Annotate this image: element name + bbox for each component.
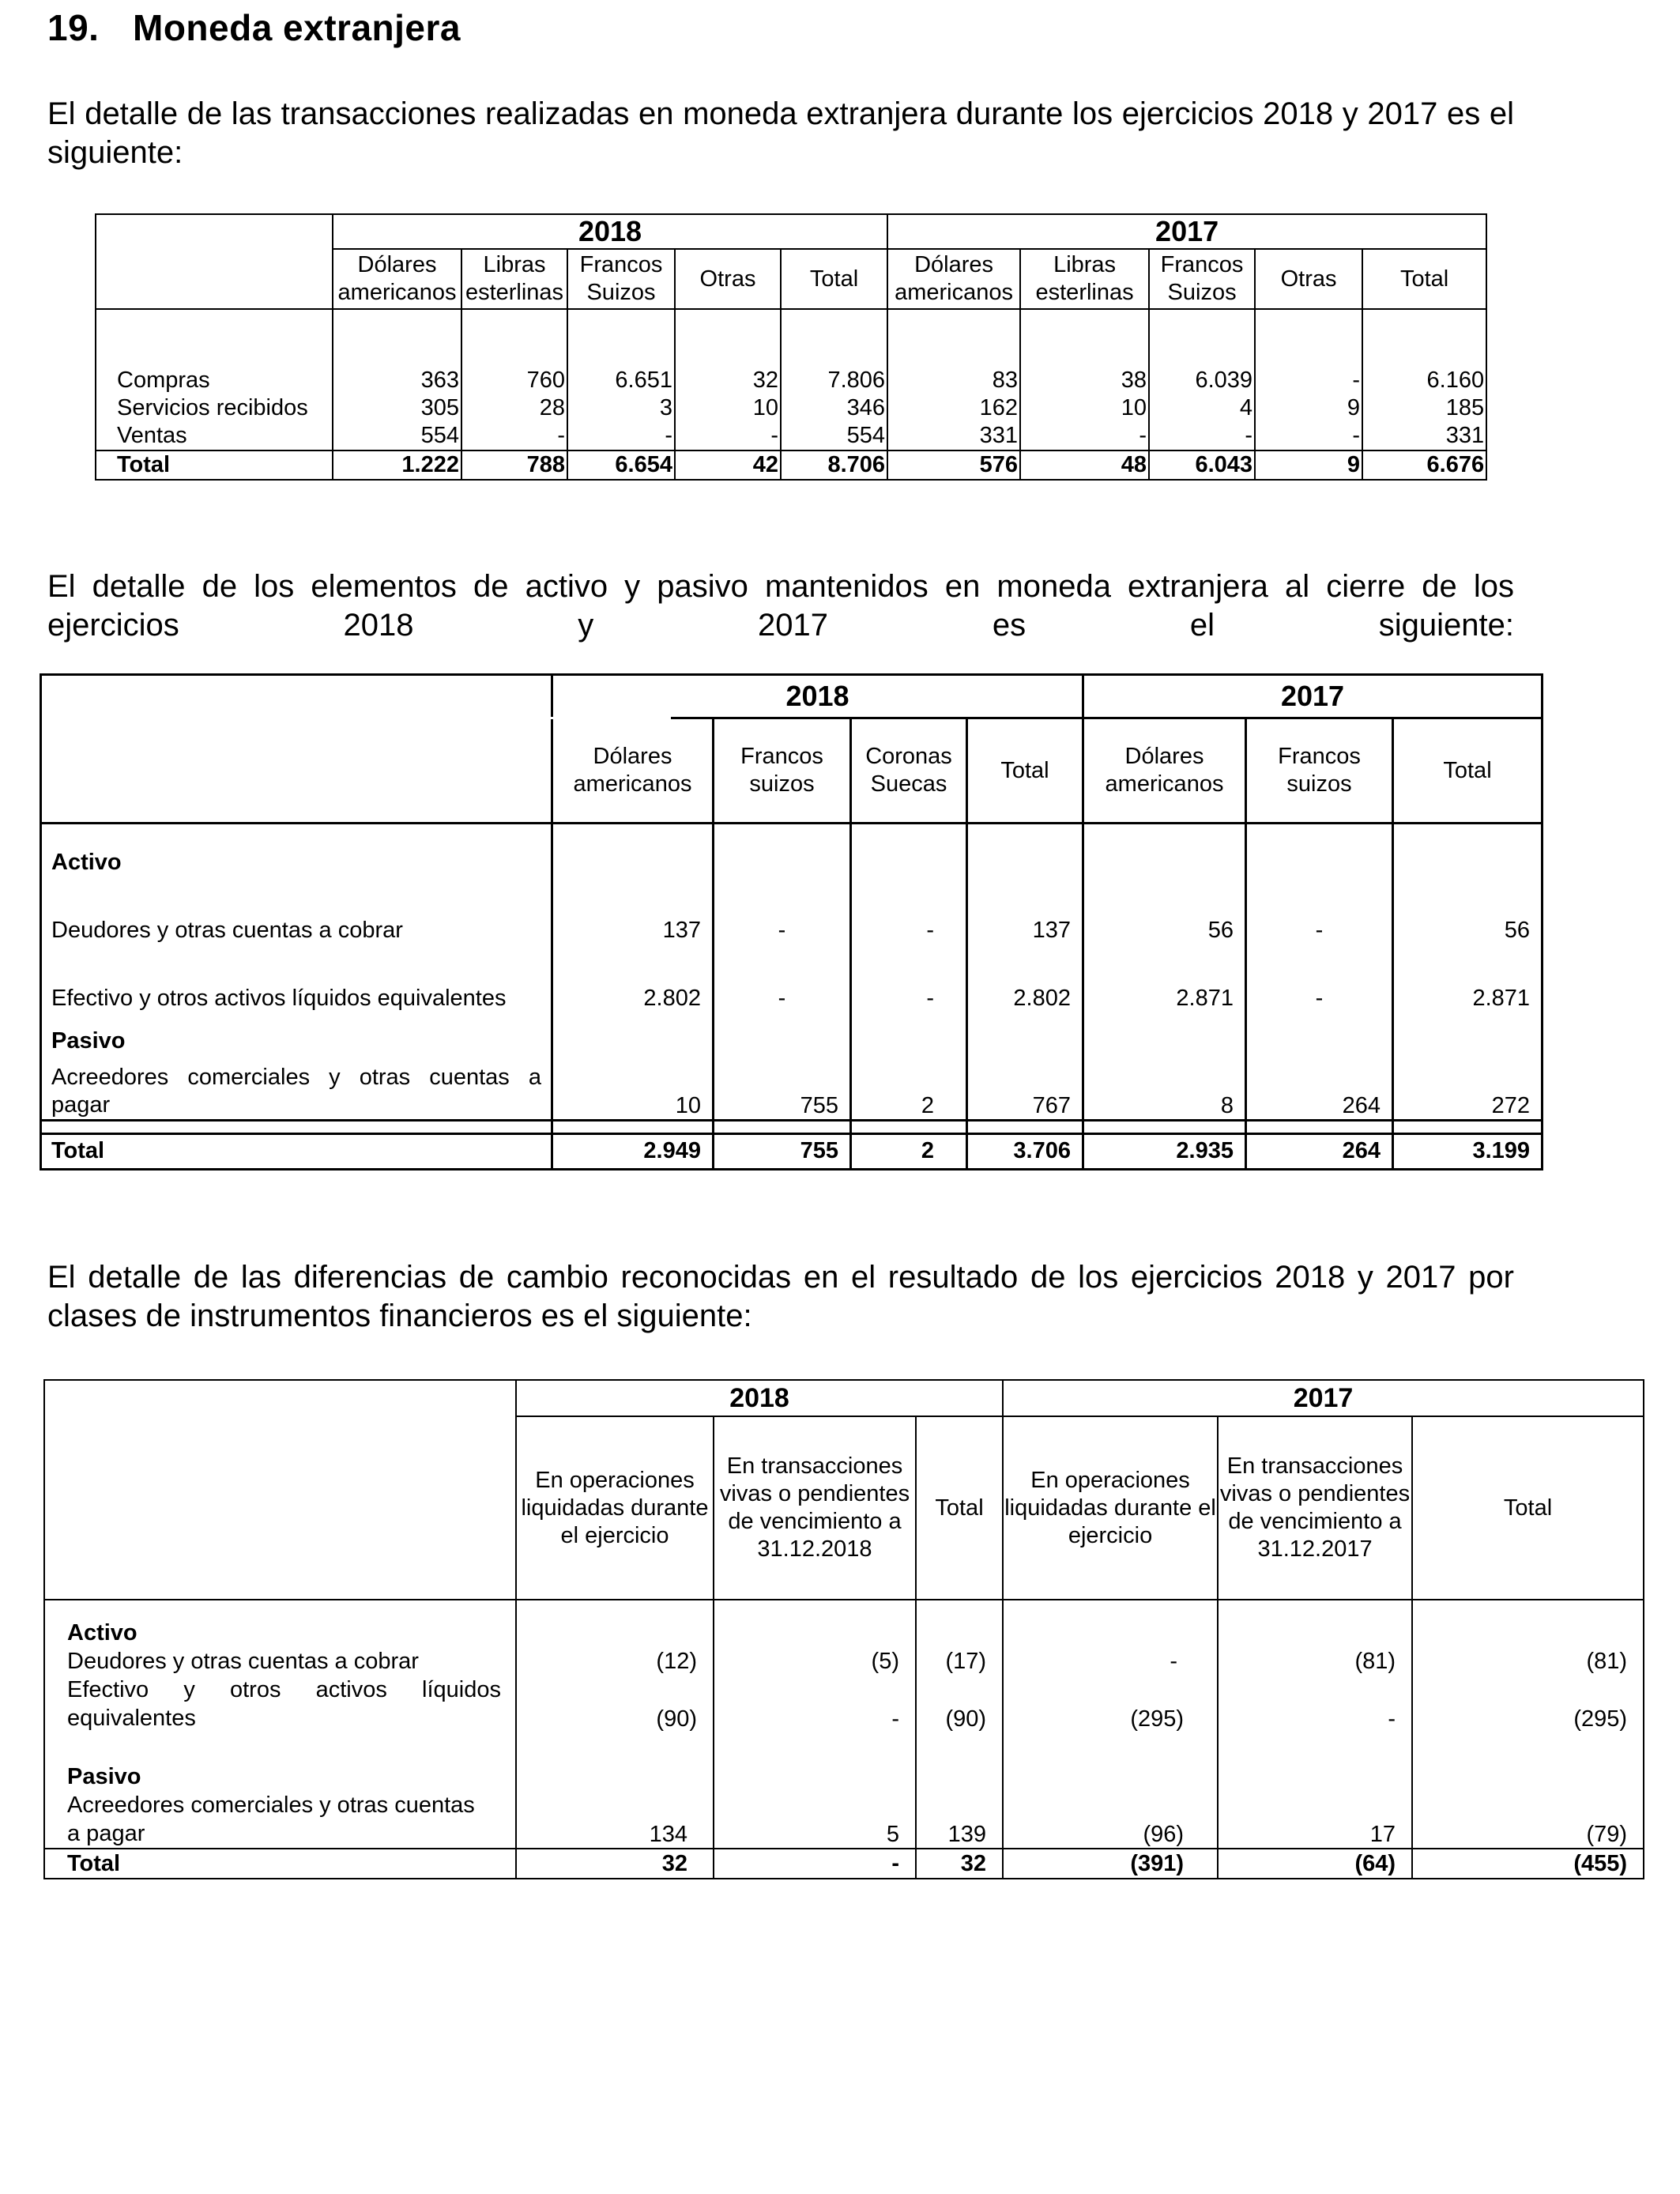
- cell: (81): [1412, 1647, 1644, 1676]
- col-header: Dólares americanos: [333, 249, 461, 309]
- section-title: [47, 6, 461, 49]
- cell: 3: [567, 394, 675, 422]
- cell: 2.871: [1393, 948, 1543, 1016]
- cell: 3.199: [1393, 1133, 1543, 1169]
- cell: -: [714, 948, 851, 1016]
- cell: 788: [461, 450, 567, 480]
- cell: -: [851, 880, 967, 948]
- cell: 32: [916, 1849, 1003, 1879]
- col-header: Dólares americanos: [887, 249, 1020, 309]
- cell: (455): [1412, 1849, 1644, 1879]
- cell: 264: [1246, 1133, 1393, 1169]
- cell: -: [1218, 1676, 1412, 1732]
- cell: 10: [675, 394, 781, 422]
- col-header: En transacciones vivas o pendientes de vencimiento a 31.12.2017: [1218, 1416, 1412, 1600]
- table-row: [96, 422, 1486, 450]
- cell: -: [1255, 422, 1362, 450]
- cell: 363: [333, 367, 461, 394]
- section-label-pasivo: Pasivo: [41, 1016, 552, 1056]
- cell: (96): [1003, 1791, 1218, 1849]
- header-blank: [44, 1380, 516, 1600]
- total-label: Total: [96, 450, 333, 480]
- cell: 2: [851, 1056, 967, 1121]
- cell: 554: [781, 422, 887, 450]
- cell: 2.935: [1083, 1133, 1246, 1169]
- row-label: [41, 1056, 552, 1121]
- cell: (90): [916, 1676, 1003, 1732]
- row-label: Deudores y otras cuentas a cobrar: [44, 1647, 516, 1676]
- cell: 139: [916, 1791, 1003, 1849]
- col-header: En transacciones vivas o pendientes de vencimiento a 31.12.2018: [714, 1416, 916, 1600]
- cell: 6.043: [1149, 450, 1255, 480]
- cell: 554: [333, 422, 461, 450]
- cell: -: [714, 880, 851, 948]
- col-header: Total: [916, 1416, 1003, 1600]
- cell: (81): [1218, 1647, 1412, 1676]
- col-header: Dólares americanos: [552, 718, 714, 824]
- section-number: 19.: [47, 7, 100, 48]
- col-header: Otras: [675, 249, 781, 309]
- cell: 8.706: [781, 450, 887, 480]
- paragraph-transactions: El detalle de las transacciones realizadas en moneda extranjera durante los ejercicios 2018 y 2017 es el siguiente:: [47, 96, 1514, 170]
- col-header: Otras: [1255, 249, 1362, 309]
- row-label-line: Acreedores comerciales y otras cuentas: [67, 1793, 475, 1818]
- cell: -: [851, 948, 967, 1016]
- cell: 10: [1020, 394, 1149, 422]
- cell: (391): [1003, 1849, 1218, 1879]
- year-header-2018: 2018: [516, 1380, 1003, 1416]
- row-label: Efectivo y otros activos líquidos equivalentes: [41, 948, 552, 1016]
- col-header: Dólares americanos: [1083, 718, 1246, 824]
- section-label-activo: Activo: [44, 1600, 516, 1647]
- table-row: [41, 880, 1543, 948]
- col-header: Francos Suizos: [1149, 249, 1255, 309]
- row-label-line: pagar: [51, 1091, 111, 1118]
- cell: 83: [887, 367, 1020, 394]
- cell: 2.802: [552, 948, 714, 1016]
- cell: 2.802: [967, 948, 1083, 1016]
- cell: 10: [552, 1056, 714, 1121]
- cell: -: [1020, 422, 1149, 450]
- cell: 32: [675, 367, 781, 394]
- cell: 755: [714, 1056, 851, 1121]
- col-header: Total: [1412, 1416, 1644, 1600]
- table-row: [44, 1647, 1644, 1676]
- cell: 331: [887, 422, 1020, 450]
- transactions-table: [95, 213, 1487, 481]
- table-row: [41, 948, 1543, 1016]
- col-header: Total: [967, 718, 1083, 824]
- cell: -: [1246, 948, 1393, 1016]
- cell: 38: [1020, 367, 1149, 394]
- total-label: Total: [41, 1133, 552, 1169]
- cell: 7.806: [781, 367, 887, 394]
- col-header: Total: [781, 249, 887, 309]
- row-label: Servicios recibidos: [96, 394, 333, 422]
- section-label-pasivo: Pasivo: [44, 1732, 516, 1791]
- table-row: [96, 367, 1486, 394]
- cell: 17: [1218, 1791, 1412, 1849]
- cell: 28: [461, 394, 567, 422]
- cell: 137: [967, 880, 1083, 948]
- table-row: [96, 394, 1486, 422]
- row-label-line: Efectivo y otros activos líquidos: [67, 1677, 501, 1702]
- table-row: [44, 1676, 1644, 1732]
- header-gap: [551, 717, 671, 719]
- total-label: Total: [44, 1849, 516, 1879]
- cell: -: [461, 422, 567, 450]
- cell: -: [714, 1676, 916, 1732]
- year-header-2017: 2017: [887, 214, 1486, 249]
- cell: 6.651: [567, 367, 675, 394]
- cell: 346: [781, 394, 887, 422]
- row-label: Ventas: [96, 422, 333, 450]
- year-header-2017: 2017: [1003, 1380, 1644, 1416]
- row-label: [44, 1791, 516, 1849]
- cell: 32: [516, 1849, 714, 1879]
- paragraph-assets-liabilities: [47, 567, 1514, 645]
- cell: (5): [714, 1647, 916, 1676]
- cell: -: [1003, 1647, 1218, 1676]
- cell: 185: [1362, 394, 1486, 422]
- row-label-line: a pagar: [67, 1821, 145, 1846]
- cell: 2.949: [552, 1133, 714, 1169]
- cell: (90): [516, 1676, 714, 1732]
- cell: 767: [967, 1056, 1083, 1121]
- section-title-text: Moneda extranjera: [133, 7, 461, 48]
- row-label-line: equivalentes: [67, 1706, 196, 1731]
- row-label: [44, 1676, 516, 1732]
- table-row: [41, 1056, 1543, 1121]
- cell: 6.676: [1362, 450, 1486, 480]
- cell: 8: [1083, 1056, 1246, 1121]
- cell: (295): [1412, 1676, 1644, 1732]
- col-header: Coronas Suecas: [851, 718, 967, 824]
- col-header: En operaciones liquidadas durante el ejercicio: [1003, 1416, 1218, 1600]
- total-row: [44, 1849, 1644, 1879]
- paragraph-exchange-differences: El detalle de las diferencias de cambio reconocidas en el resultado de los ejercicios 2018 y 2017 por clases de instrumentos financieros es el siguiente:: [47, 1260, 1514, 1333]
- cell: -: [714, 1849, 916, 1879]
- cell: 576: [887, 450, 1020, 480]
- cell: 2: [851, 1133, 967, 1169]
- col-header: Francos suizos: [714, 718, 851, 824]
- col-header: Libras esterlinas: [1020, 249, 1149, 309]
- cell: 134: [516, 1791, 714, 1849]
- cell: 2.871: [1083, 948, 1246, 1016]
- header-blank: [41, 675, 552, 824]
- cell: 272: [1393, 1056, 1543, 1121]
- cell: 305: [333, 394, 461, 422]
- exchange-differences-table: [43, 1379, 1644, 1879]
- assets-liabilities-table: [40, 673, 1543, 1171]
- cell: 56: [1393, 880, 1543, 948]
- cell: (12): [516, 1647, 714, 1676]
- cell: -: [1255, 367, 1362, 394]
- cell: (64): [1218, 1849, 1412, 1879]
- col-header: Libras esterlinas: [461, 249, 567, 309]
- cell: 6.039: [1149, 367, 1255, 394]
- cell: 9: [1255, 394, 1362, 422]
- col-header: Total: [1362, 249, 1486, 309]
- section-label-activo: Activo: [41, 824, 552, 880]
- row-label-line: Acreedores comerciales y otras cuentas a: [51, 1064, 541, 1090]
- cell: 9: [1255, 450, 1362, 480]
- cell: 48: [1020, 450, 1149, 480]
- cell: 5: [714, 1791, 916, 1849]
- cell: 3.706: [967, 1133, 1083, 1169]
- cell: (79): [1412, 1791, 1644, 1849]
- cell: -: [675, 422, 781, 450]
- cell: 42: [675, 450, 781, 480]
- cell: 56: [1083, 880, 1246, 948]
- row-label: Deudores y otras cuentas a cobrar: [41, 880, 552, 948]
- cell: (17): [916, 1647, 1003, 1676]
- total-row: [96, 450, 1486, 480]
- col-header: Francos suizos: [1246, 718, 1393, 824]
- total-row: [41, 1133, 1543, 1169]
- cell: 6.654: [567, 450, 675, 480]
- paragraph-text: El detalle de los elementos de activo y pasivo mantenidos en moneda extranjera al cierre de los ejercicios 2018 y 2017 es el siguiente:: [47, 569, 1514, 643]
- cell: -: [1149, 422, 1255, 450]
- cell: -: [1246, 880, 1393, 948]
- row-label: Compras: [96, 367, 333, 394]
- col-header: Total: [1393, 718, 1543, 824]
- cell: 755: [714, 1133, 851, 1169]
- cell: (295): [1003, 1676, 1218, 1732]
- year-header-2017: 2017: [1083, 675, 1543, 718]
- col-header: En operaciones liquidadas durante el ejercicio: [516, 1416, 714, 1600]
- cell: -: [567, 422, 675, 450]
- cell: 331: [1362, 422, 1486, 450]
- cell: 4: [1149, 394, 1255, 422]
- cell: 1.222: [333, 450, 461, 480]
- year-header-2018: [552, 675, 1083, 718]
- cell: 162: [887, 394, 1020, 422]
- year-label: 2018: [785, 680, 849, 712]
- cell: 137: [552, 880, 714, 948]
- year-header-2018: 2018: [333, 214, 887, 249]
- cell: 6.160: [1362, 367, 1486, 394]
- header-blank: [96, 214, 333, 309]
- cell: 760: [461, 367, 567, 394]
- cell: 264: [1246, 1056, 1393, 1121]
- table-row: [44, 1791, 1644, 1849]
- col-header: Francos Suizos: [567, 249, 675, 309]
